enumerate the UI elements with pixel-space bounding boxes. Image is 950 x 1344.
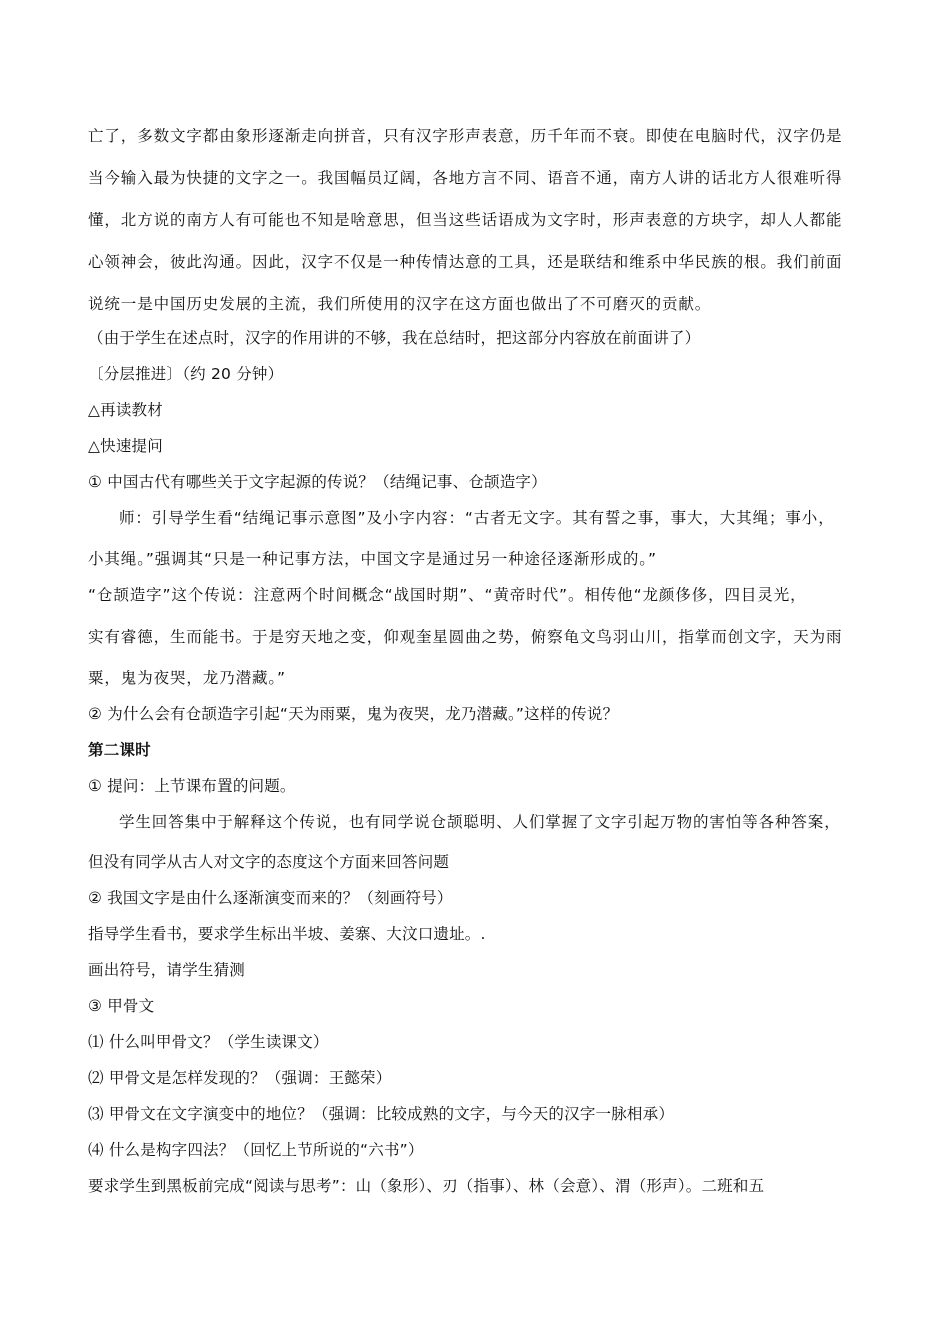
sub-question: ⑷ 什么是构字四法？（回忆上节所说的“六书”） [88,1141,424,1159]
paragraph-line: 粟，鬼为夜哭，龙乃潜藏。” [88,669,286,687]
question-item: ③ 甲骨文 [88,997,155,1015]
paragraph-line: 说统一是中国历史发展的主流，我们所使用的汉字在这方面也做出了不可磨灭的贡献。 [88,295,712,313]
paragraph-line: 实有睿德，生而能书。于是穷天地之变，仰观奎星圆曲之势，俯察龟文鸟羽山川，指掌而创文字，天为雨 [88,628,843,646]
paragraph-line: “仓颉造字”这个传说：注意两个时间概念“战国时期”、“黄帝时代”。相传他“龙颜侈侈，四目灵光， [88,586,807,604]
lesson-heading: 第二课时 [88,741,151,759]
list-item: △再读教材 [88,401,163,419]
paragraph-line: 但没有同学从古人对文字的态度这个方面来回答问题 [88,853,450,871]
paragraph-line: 要求学生到黑板前完成“阅读与思考”：山（象形）、刃（指事）、林（会意）、渭（形声）。二班和五 [88,1177,765,1195]
paragraph-line: 学生回答集中于解释这个传说，也有同学说仓颉聪明、人们掌握了文字引起万物的害怕等各种答案， [119,813,841,831]
section-heading: 〔分层推进〕（约 20 分钟） [88,365,284,383]
paragraph-line: 师：引导学生看“结绳记事示意图”及小字内容：“古者无文字。其有誓之事，事大，大其绳；事小， [119,509,835,527]
question-item: ① 提问：上节课布置的问题。 [88,777,296,795]
paragraph-line: 心领神会，彼此沟通。因此，汉字不仅是一种传情达意的工具，还是联结和维系中华民族的根。我们前面 [88,253,843,271]
sub-question: ⑴ 什么叫甲骨文？（学生读课文） [88,1033,329,1051]
question-item: ① 中国古代有哪些关于文字起源的传说？（结绳记事、仓颉造字） [88,473,547,491]
paragraph-line: 指导学生看书，要求学生标出半坡、姜寨、大汶口遗址。. [88,925,486,943]
paragraph-line: 亡了，多数文字都由象形逐渐走向拼音，只有汉字形声表意，历千年而不衰。即使在电脑时代，汉字仍是 [88,127,843,145]
paragraph-line: 画出符号，请学生猜测 [88,961,246,979]
sub-question: ⑵ 甲骨文是怎样发现的？（强调：王懿荣） [88,1069,392,1087]
paragraph-line: 小其绳。”强调其“只是一种记事方法，中国文字是通过另一种途径逐渐形成的。” [88,550,657,568]
list-item: △快速提问 [88,437,163,455]
sub-question: ⑶ 甲骨文在文字演变中的地位？（强调：比较成熟的文字，与今天的汉字一脉相承） [88,1105,675,1123]
question-item: ② 我国文字是由什么逐渐演变而来的？（刻画符号） [88,889,453,907]
question-item: ② 为什么会有仓颉造字引起“天为雨粟，鬼为夜哭，龙乃潜藏。”这样的传说？ [88,705,619,723]
paragraph-line: 懂，北方说的南方人有可能也不知是啥意思，但当这些话语成为文字时，形声表意的方块字，却人人都能 [88,211,843,229]
paragraph-line: 当今输入最为快捷的文字之一。我国幅员辽阔，各地方言不同、语音不通，南方人讲的话北方人很难听得 [88,169,843,187]
teacher-note: （由于学生在述点时，汉字的作用讲的不够，我在总结时，把这部分内容放在前面讲了） [88,329,701,347]
